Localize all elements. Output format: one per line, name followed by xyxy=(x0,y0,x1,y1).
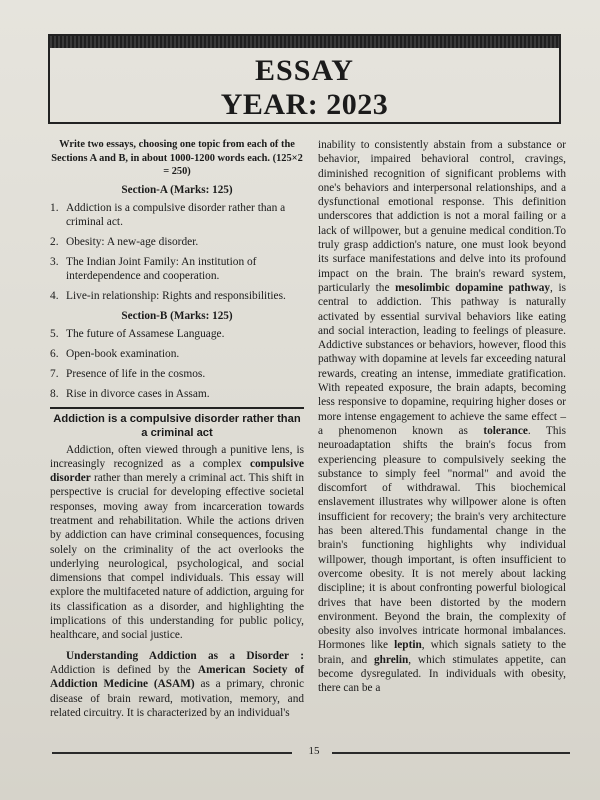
section-a-topic-list xyxy=(50,201,304,303)
footer-rule-left xyxy=(52,752,292,754)
section-b-heading: Section-B (Marks: 125) xyxy=(121,309,233,322)
left-column xyxy=(50,138,304,720)
page-number: 15 xyxy=(308,745,320,757)
page-title: ESSAY xyxy=(255,54,354,87)
list-item: 1. Addiction is a compulsive disorder rather than a criminal act. xyxy=(50,201,286,228)
subsection-heading: Understanding Addiction as a Disorder : xyxy=(66,649,304,662)
section-a-heading: Section-A (Marks: 125) xyxy=(121,183,233,196)
section-divider xyxy=(50,407,304,409)
list-item: 8. Rise in divorce cases in Assam. xyxy=(50,387,210,400)
title-box xyxy=(48,34,561,124)
essay-body-paragraph: inability to consistently abstain from a substance or behavior, impaired behavioral control, cravings, diminished recognition of significant problems with one's behaviors and interpersonal relationships, and a dysfunctional emotional response. This definition underscores that addiction is not a moral failing or a lack of willpower, but a genuine medical condition.To truly grasp addiction's nature, one must look beyond its surface manifestations and delve into its profound impact on the brain. The brain's reward system, particularly the mesolimbic dopamine pathway, is central to addiction. This pathway is naturally activated by essential survival behaviors like eating and social interaction, leading to feelings of pleasure. Addictive substances or behaviors, however, flood this pathway with dopamine at levels far exceeding natural rewards, creating an intense, immediate gratification. With repeated exposure, the brain adapts, becoming less responsive to dopamine, requiring higher doses or more intense engagement to achieve the same effect – a phenomenon known as tolerance. This neuroadaptation shifts the brain's focus from experiencing pleasure to compulsively seeking the substance to simply feel "normal" and avoid the discomfort of withdrawal. This biochemical enslavement illustrates why willpower alone is often insufficient for recovery; the brain's very architecture has been altered.This fundamental change in the brain's functioning highlights why individual willpower, though important, is often insufficient to overcome obesity. It is not merely about lacking discipline; it is about confronting powerful biological drives that have been distorted by the modern environment. Beyond the brain, the complexity of obesity also involves intricate hormonal imbalances. Hormones like leptin, which signals satiety to the brain, and ghrelin, which stimulates appetite, can become dysregulated. In individuals with obesity, there can be a xyxy=(318,139,567,695)
footer-rule-right xyxy=(332,752,570,754)
list-item: 2. Obesity: A new-age disorder. xyxy=(50,235,199,248)
right-column xyxy=(318,138,566,696)
list-item: 6. Open-book examination. xyxy=(50,347,180,360)
essay-intro-paragraph: Addiction, often viewed through a punitive lens, is increasingly recognized as a complex compulsive disorder rather than merely a criminal act. This shift in perspective is crucial for developing effective societal responses, moving away from incarceration towards treatment and rehabilitation. While the actions driven by addiction can have criminal consequences, focusing solely on the criminality of the act overlooks the underlying neurological, psychological, and social dimensions that compel individuals. This essay will explore the multifaceted nature of addiction, arguing for its classification as a disorder, and highlighting the implications of this understanding for public policy, healthcare, and social justice. xyxy=(50,443,304,642)
essay-heading: Addiction is a compulsive disorder rather than a criminal act xyxy=(53,412,301,439)
list-item: 4. Live-in relationship: Rights and responsibilities. xyxy=(50,289,286,302)
page-footer xyxy=(0,740,600,770)
list-item: 3. The Indian Joint Family: An institution of interdependence and cooperation. xyxy=(50,255,257,282)
title-box-top-bar xyxy=(50,36,559,48)
list-item: 7. Presence of life in the cosmos. xyxy=(50,367,206,380)
list-item: 5. The future of Assamese Language. xyxy=(50,327,225,340)
section-b-topic-list xyxy=(50,327,304,401)
essay-section-paragraph: Understanding Addiction as a Disorder : Addiction is defined by the American Society of Addiction Medicine (ASAM) as a primary, chronic disease of brain reward, motivation, memory, and related circuitry. It is characterized by an individual's xyxy=(50,649,304,719)
page-subtitle: YEAR: 2023 xyxy=(220,88,389,121)
exam-instructions: Write two essays, choosing one topic from each of the Sections A and B, in about 1000-1200 words each. (125×2 = 250) xyxy=(51,139,303,177)
